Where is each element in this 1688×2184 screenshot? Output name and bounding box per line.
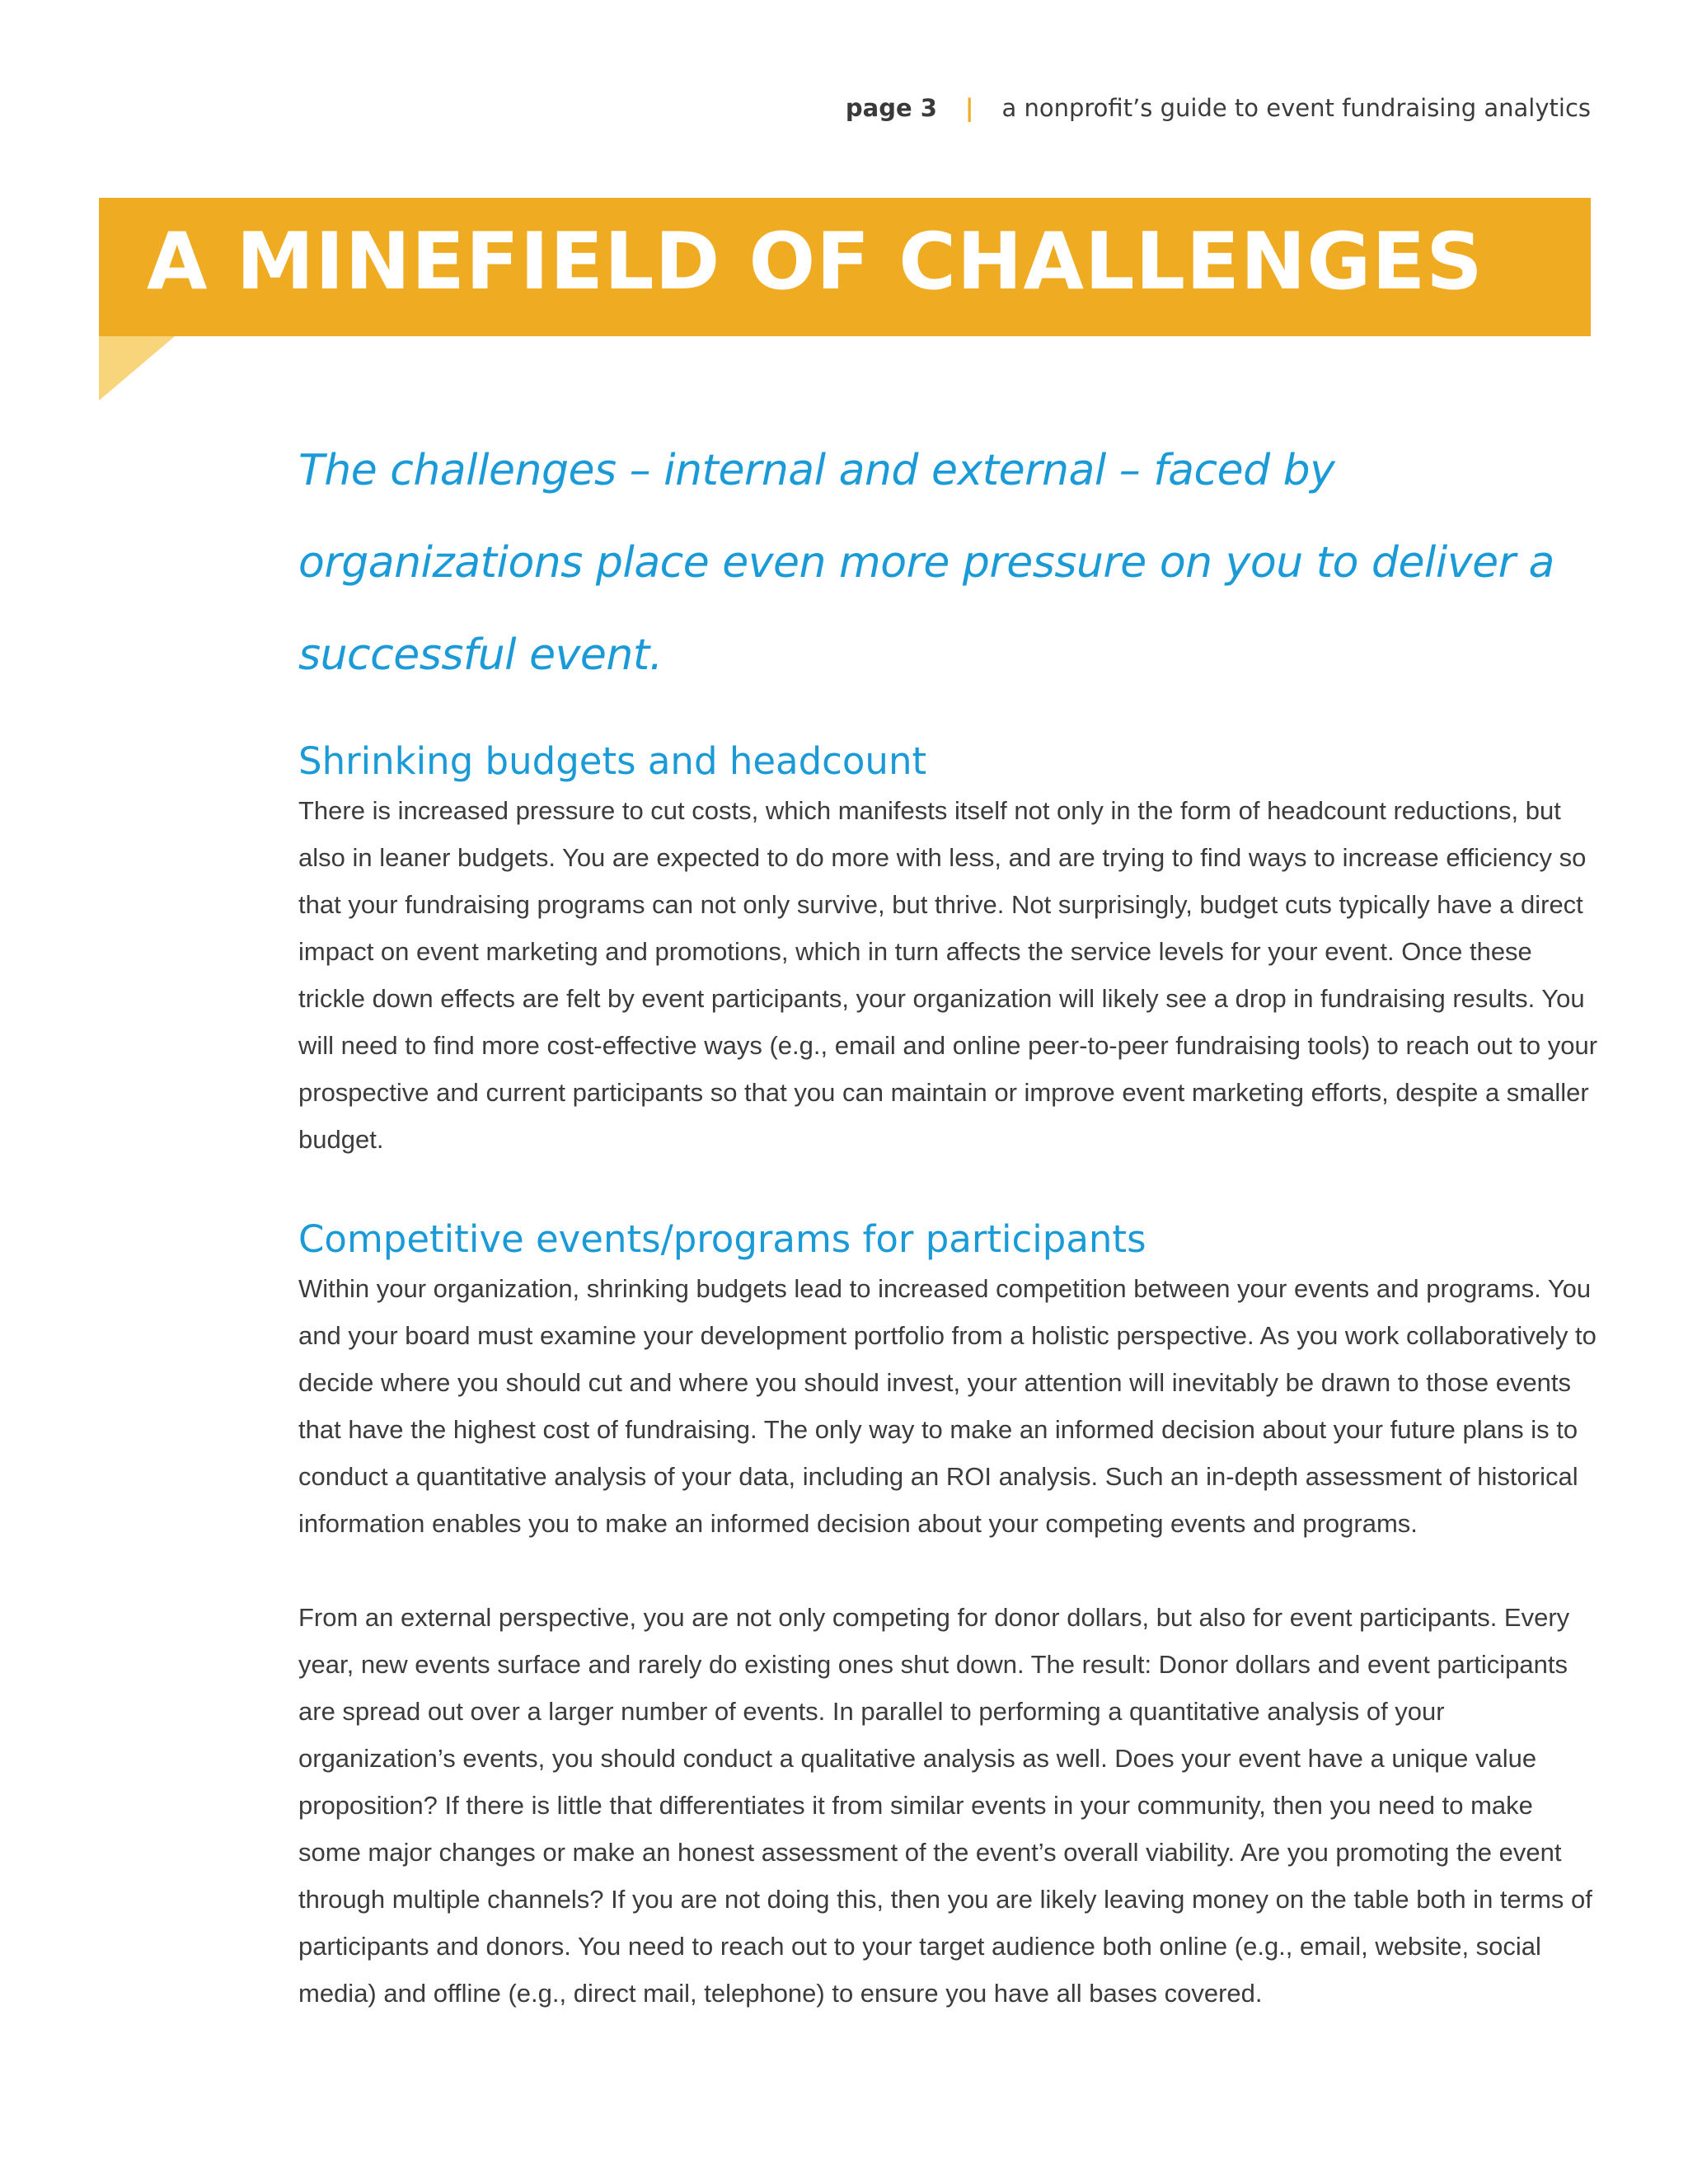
header-separator: | [964, 94, 974, 122]
pull-quote: The challenges – internal and external – faced by organizations place even more pressure on you to deliver a successful event. [298, 446, 1554, 680]
banner-fold-decoration [99, 336, 175, 401]
page-header [846, 94, 1591, 122]
section-paragraph: From an external perspective, you are not only competing for donor dollars, but also for event participants. Every year, new events surface and rarely do existing ones shut down. The result: Donor dollars and event participants are spread out over a larger number of events. In parallel to performing a quantitative analysis of your organization’s events, you should conduct a qualitative analysis as well. Does your event have a unique value proposition? If there is little that differentiates it from similar events in your community, then you need to make some major changes or make an honest assessment of the event’s overall viability. Are you promoting the event through multiple channels? If you are not doing this, then you are likely leaving money on the table both in terms of participants and donors. You need to reach out to your target audience both online (e.g., email, website, social media) and offline (e.g., direct mail, telephone) to ensure you have all bases covered. [298, 1603, 1592, 2008]
main-content [298, 424, 1601, 2017]
guide-title: a nonprofit’s guide to event fundraising analytics [1001, 94, 1591, 122]
section-paragraph: There is increased pressure to cut costs, which manifests itself not only in the form of headcount reductions, but also in leaner budgets. You are expected to do more with less, and are trying to find ways to increase efficiency so that your fundraising programs can not only survive, but thrive. Not surprisingly, budget cuts typically have a direct impact on event marketing and promotions, which in turn affects the service levels for your event. Once these trickle down effects are felt by event participants, your organization will likely see a drop in fundraising results. You will need to find more cost-effective ways (e.g., email and online peer-to-peer fundraising tools) to reach out to your prospective and current participants so that you can maintain or improve event marketing efforts, despite a smaller budget. [298, 796, 1598, 1154]
section-title-budgets: Shrinking budgets and headcount [298, 739, 927, 783]
page-number: page 3 [845, 94, 937, 122]
section-paragraph: Within your organization, shrinking budgets lead to increased competition between your events and programs. You and your board must examine your development portfolio from a holistic perspective. As you work collaboratively to decide where you should cut and where you should invest, your attention will inevitably be drawn to those events that have the highest cost of fundraising. The only way to make an informed decision about your future plans is to conduct a quantitative analysis of your data, including an ROI analysis. Such an in-depth assessment of historical information enables you to make an informed decision about your competing events and programs. [298, 1274, 1597, 1538]
page-title: A MINEFIELD OF CHALLENGES [147, 217, 1484, 307]
title-banner [99, 198, 1591, 336]
section-title-competitive-events: Competitive events/programs for participants [298, 1217, 1146, 1261]
